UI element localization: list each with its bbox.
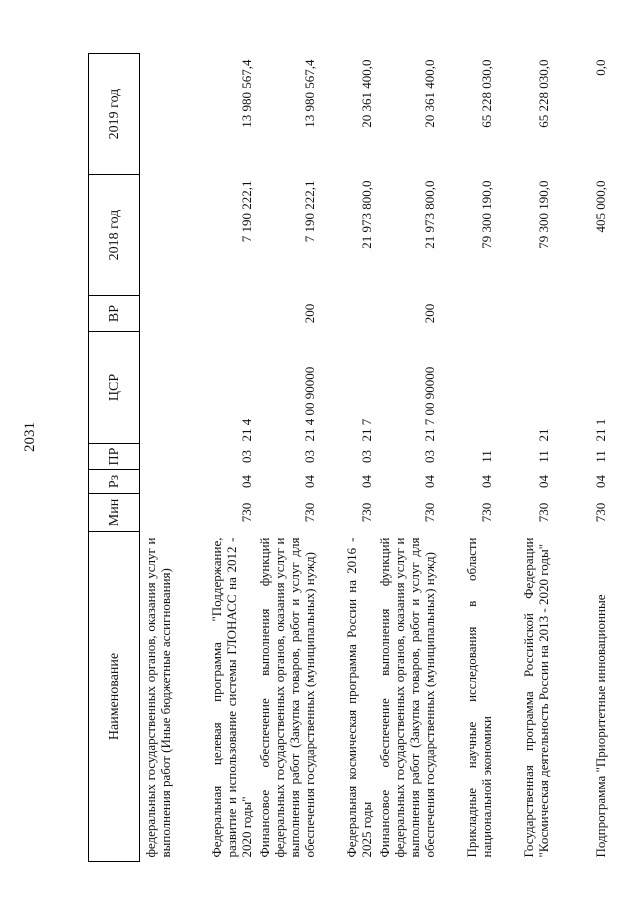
row-2019: 13 980 567,4 xyxy=(238,59,254,128)
row-min: 730 xyxy=(358,502,374,523)
page-number: 2031 xyxy=(22,422,38,452)
row-name: федеральных государственных органов, оказания услуг и выполнения работ (Иные бюджетные ассигнования) xyxy=(143,537,173,858)
header-name: Наименование xyxy=(89,532,140,862)
row-csr: 21 1 xyxy=(592,418,608,442)
table-row xyxy=(197,54,254,862)
row-rz: 04 xyxy=(238,475,254,488)
row-vr: 200 xyxy=(301,303,317,324)
row-csr: 21 4 xyxy=(238,418,254,442)
row-2019 xyxy=(140,54,197,175)
row-rz: 04 xyxy=(535,475,551,488)
row-min: 730 xyxy=(478,502,494,523)
row-min: 730 xyxy=(592,502,608,523)
row-vr xyxy=(494,296,551,332)
header-2019: 2019 год xyxy=(89,54,140,175)
row-name: Прикладные научные исследования в области национальной экономики xyxy=(463,537,494,858)
row-min: 730 xyxy=(238,502,254,523)
row-csr xyxy=(437,332,494,444)
row-vr xyxy=(437,296,494,332)
row-rz xyxy=(140,470,197,494)
row-min: 730 xyxy=(421,502,437,523)
rotated-page-content xyxy=(88,54,628,862)
row-vr xyxy=(197,296,254,332)
row-vr xyxy=(317,296,374,332)
row-pr: 11 xyxy=(535,450,551,463)
table-row xyxy=(494,54,551,862)
row-rz: 04 xyxy=(478,475,494,488)
row-csr: 21 7 xyxy=(358,418,374,442)
header-vr: ВР xyxy=(89,296,140,332)
table-row xyxy=(317,54,374,862)
row-csr xyxy=(140,332,197,444)
row-name: Подпрограмма "Приоритетные инновационные xyxy=(592,594,608,858)
row-2018: 405 000,0 xyxy=(592,180,608,233)
row-rz: 04 xyxy=(421,475,437,488)
row-2019: 65 228 030,0 xyxy=(478,59,494,128)
table-row xyxy=(551,54,608,862)
table-header-row xyxy=(89,54,140,862)
row-2019: 65 228 030,0 xyxy=(535,59,551,128)
row-2018 xyxy=(140,175,197,296)
row-vr xyxy=(551,296,608,332)
row-2019: 13 980 567,4 xyxy=(301,59,317,128)
row-2018: 21 973 800,0 xyxy=(358,180,374,249)
table-row xyxy=(140,54,197,862)
table-row xyxy=(254,54,317,862)
row-rz: 04 xyxy=(358,475,374,488)
row-rz: 04 xyxy=(301,475,317,488)
row-pr: 03 xyxy=(358,450,374,463)
header-pr: ПР xyxy=(89,444,140,470)
header-csr: ЦСР xyxy=(89,332,140,444)
row-name: Федеральная целевая программа "Поддержание, развитие и использование системы ГЛОНАСС на 2012 - 2020 годы" xyxy=(208,537,254,858)
header-min: Мин xyxy=(89,494,140,532)
row-pr: 03 xyxy=(301,450,317,463)
header-rz: Рз xyxy=(89,470,140,494)
row-csr: 21 7 00 90000 xyxy=(421,366,437,442)
row-2019: 20 361 400,0 xyxy=(358,59,374,128)
row-min xyxy=(140,494,197,532)
table-row xyxy=(374,54,437,862)
row-2018: 21 973 800,0 xyxy=(421,180,437,249)
row-2018: 7 190 222,1 xyxy=(301,180,317,243)
budget-table xyxy=(88,53,608,862)
row-rz: 04 xyxy=(592,475,608,488)
row-pr: 03 xyxy=(421,450,437,463)
row-name: Финансовое обеспечение выполнения функций федеральных государственных органов, оказания услуг и выполнения работ (Закупка товаров, работ и услуг для обеспечения государственных (муниципальных) нужд) xyxy=(376,537,437,858)
row-2019: 0,0 xyxy=(592,59,608,76)
row-2018: 79 300 190,0 xyxy=(478,180,494,249)
row-name: Государственная программа Российской Федерации "Космическая деятельность России на 2013 - 2020 годы" xyxy=(520,537,551,858)
row-pr: 11 xyxy=(592,450,608,463)
table-row xyxy=(437,54,494,862)
header-2018: 2018 год xyxy=(89,175,140,296)
row-vr: 200 xyxy=(421,303,437,324)
row-csr: 21 4 00 90000 xyxy=(301,366,317,442)
row-pr: 11 xyxy=(478,450,494,463)
row-pr: 03 xyxy=(238,450,254,463)
row-min: 730 xyxy=(301,502,317,523)
row-2019: 20 361 400,0 xyxy=(421,59,437,128)
row-name: Финансовое обеспечение выполнения функций федеральных государственных органов, оказания услуг и выполнения работ (Закупка товаров, работ и услуг для обеспечения государственных (муниципальных) нужд) xyxy=(256,537,317,858)
row-min: 730 xyxy=(535,502,551,523)
row-name: Федеральная космическая программа России на 2016 - 2025 годы xyxy=(343,537,374,858)
row-2018: 79 300 190,0 xyxy=(535,180,551,249)
row-csr: 21 xyxy=(535,428,551,442)
row-pr xyxy=(140,444,197,470)
row-2018: 7 190 222,1 xyxy=(238,180,254,243)
row-vr xyxy=(140,296,197,332)
